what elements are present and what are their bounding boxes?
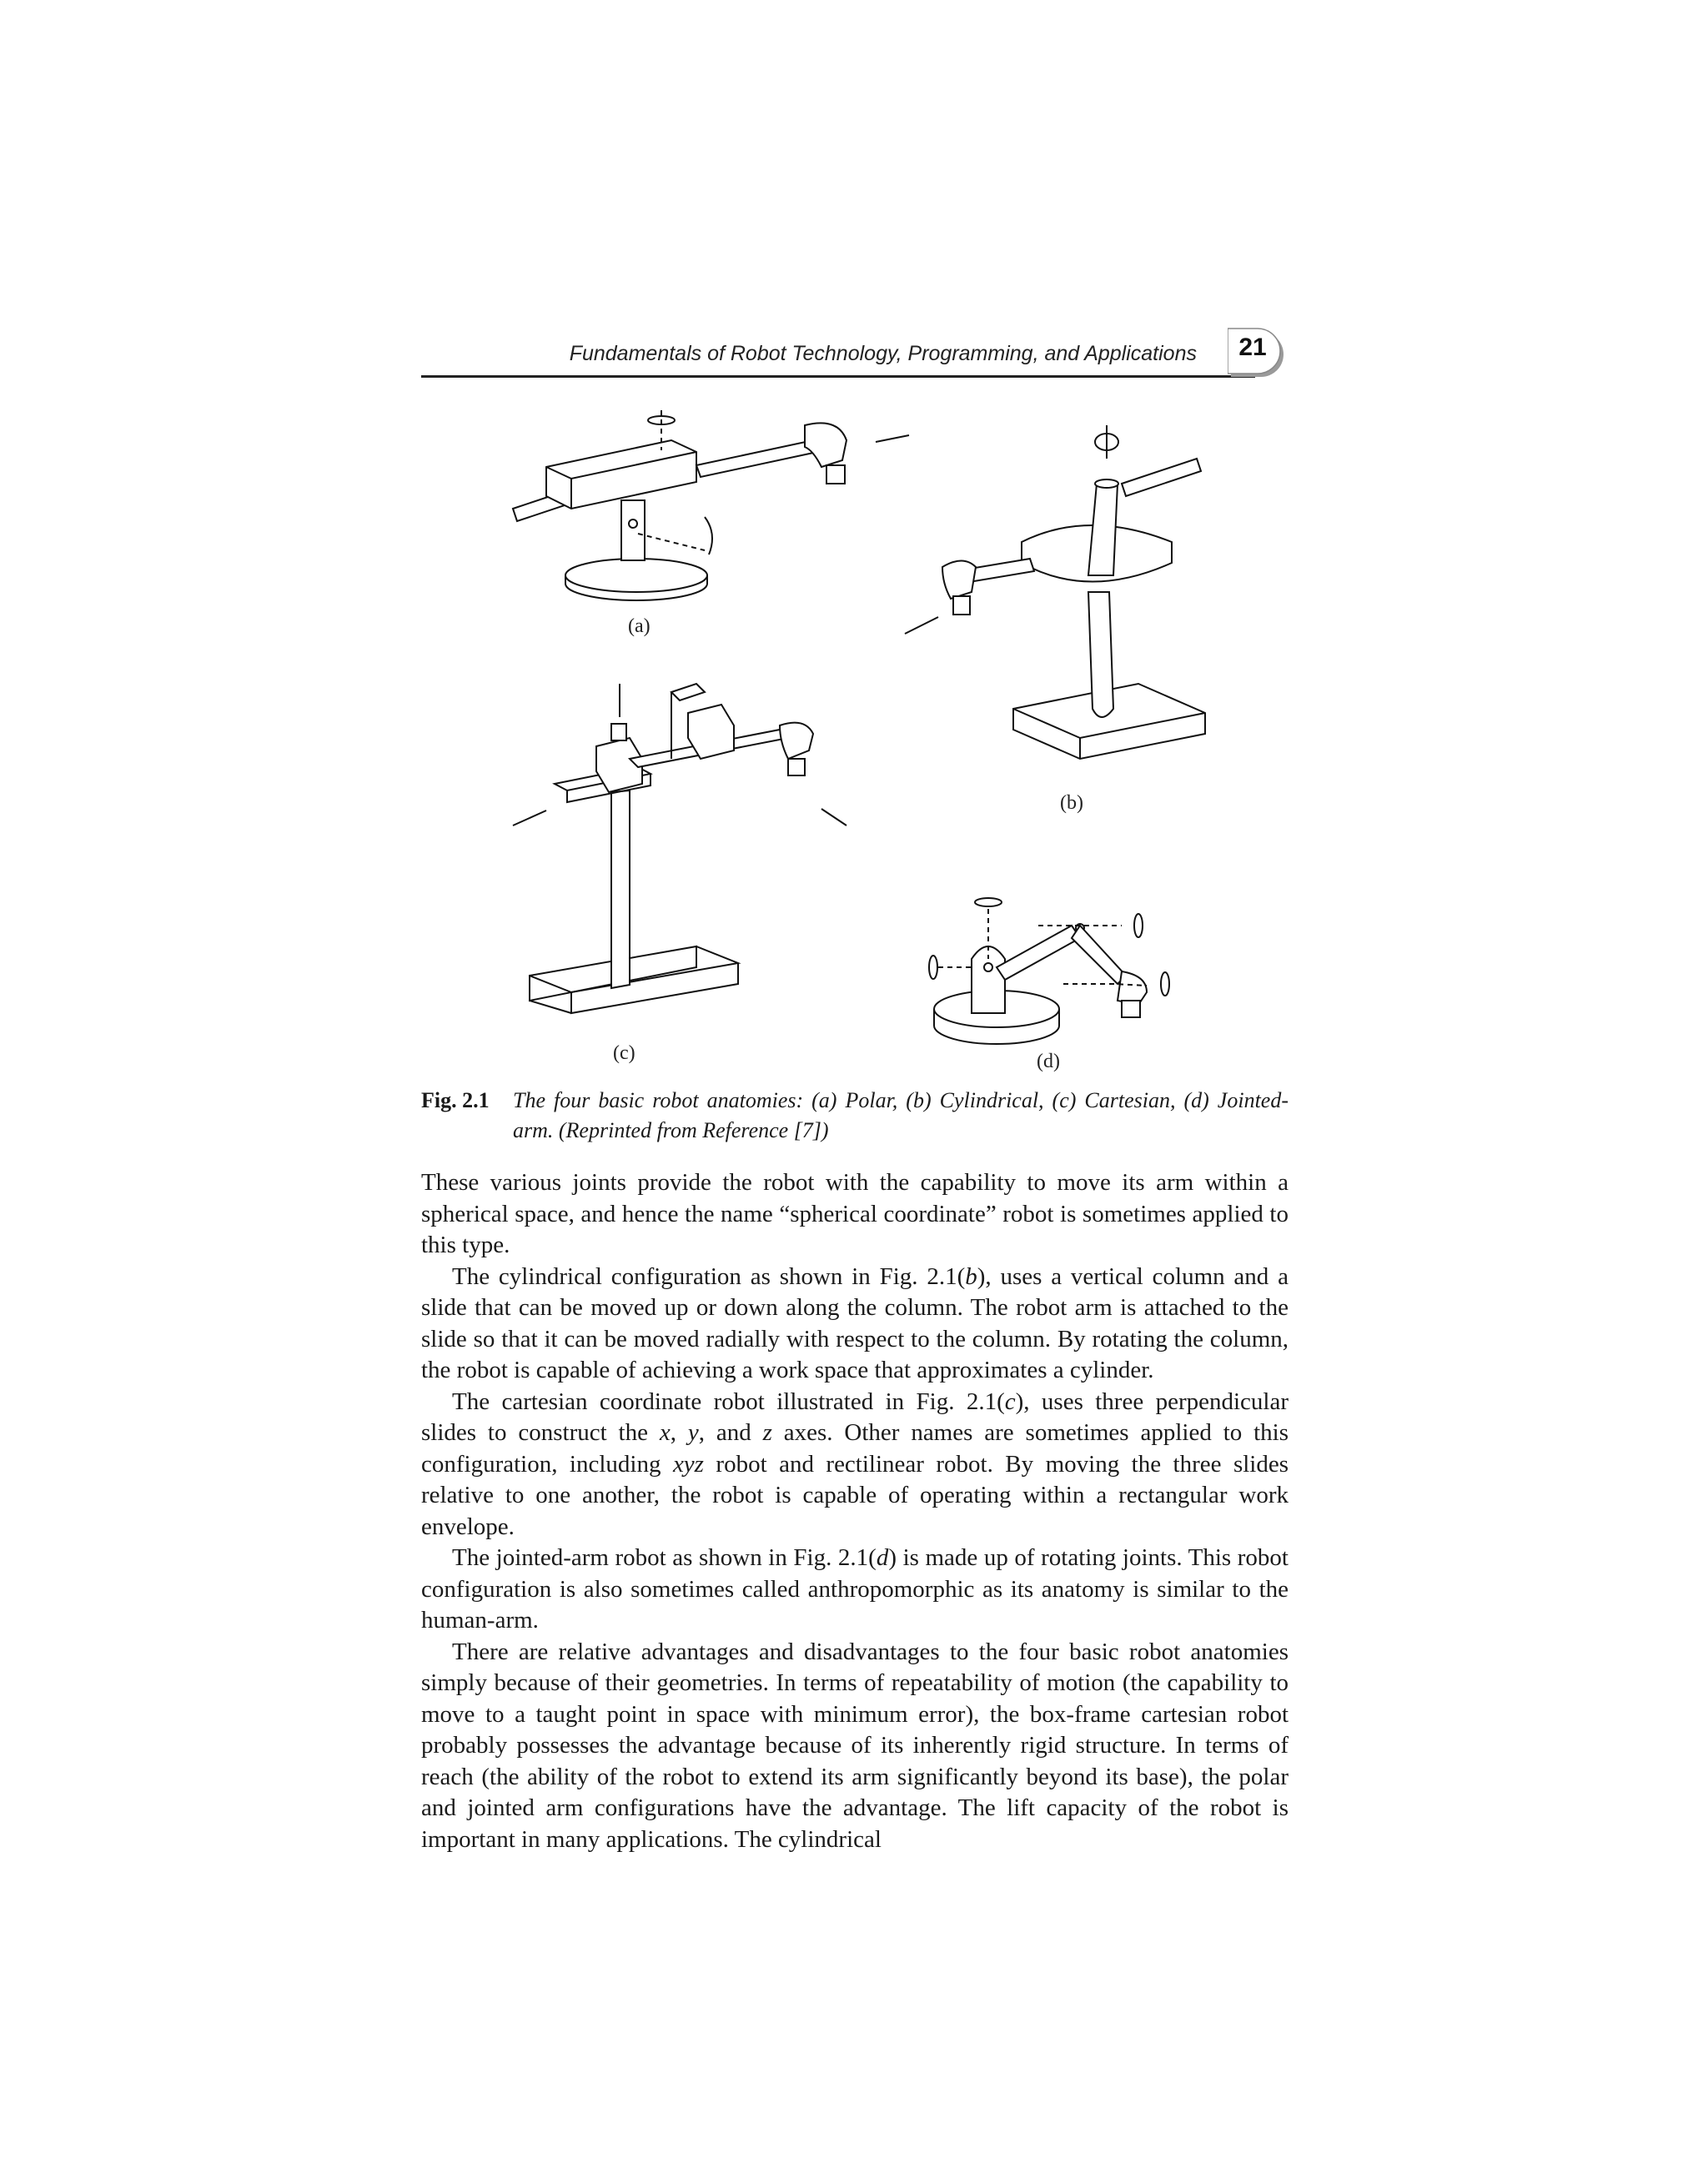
header-rule [421, 375, 1255, 378]
paragraph-2: The cylindrical configuration as shown in Fig. 2.1(b), uses a vertical column and a slide that can be moved up or down along the column. The robot arm is attached to the slide so that it can be moved radially with respect to the column. By rotating the column, the robot is capable of achieving a work space that approximates a cylinder. [421, 1262, 1289, 1383]
cylindrical-robot-drawing [905, 425, 1205, 759]
caption-line-1: The four basic robot anatomies: (a) Polar, (b) Cylindrical, (c) Cartesian, (d) Jointed- [513, 1088, 1289, 1112]
running-title: Fundamentals of Robot Technology, Programming, and Applications [569, 342, 1197, 365]
body-text [421, 1167, 1289, 1855]
caption-lead: Fig. 2.1 [421, 1088, 490, 1112]
figure-label-c: (c) [613, 1042, 635, 1064]
paragraph-1: These various joints provide the robot with the capability to move its arm within a spherical space, and hence the name “spherical coordinate” robot is sometimes applied to this type. [421, 1169, 1289, 1258]
figure-label-d: (d) [1037, 1051, 1060, 1072]
jointed-arm-robot-drawing [929, 898, 1169, 1044]
polar-robot-drawing [513, 410, 909, 600]
caption-line-2: arm. (Reprinted from Reference [7]) [513, 1118, 829, 1142]
running-header [421, 334, 1289, 377]
paragraph-4: The jointed-arm robot as shown in Fig. 2.1(d) is made up of rotating joints. This robot configuration is also sometimes called anthropomorphic as its anatomy is similar to the human-arm. [421, 1544, 1289, 1634]
paragraph-5: There are relative advantages and disadvantages to the four basic robot anatomies simply because of their geometries. In terms of repeatability of motion (the capability to move to a taught point in space with minimum error), the box-frame cartesian robot probably possesses the advantage because of its inherently rigid structure. In terms of reach (the ability of the robot to extend its arm significantly beyond its base), the polar and jointed arm configurations have the advantage. The lift capacity of the robot is important in many applications. The cylindrical [421, 1638, 1289, 1853]
page-number: 21 [1238, 334, 1267, 361]
figure-label-b: (b) [1060, 792, 1083, 814]
cartesian-robot-drawing [513, 684, 846, 1013]
robot-anatomies-illustration [421, 392, 1289, 1084]
figure-label-a: (a) [628, 615, 651, 637]
paragraph-3: The cartesian coordinate robot illustrated in Fig. 2.1(c), uses three perpendicular slides to construct the x, y, and z axes. Other names are sometimes applied to this configuration, including xyz robot and rectilinear robot. By moving the three slides relative to one another, the robot is capable of operating within a rectangular work envelope. [421, 1388, 1289, 1540]
figure-2-1 [421, 392, 1289, 1084]
page-number-tab [1228, 327, 1289, 384]
